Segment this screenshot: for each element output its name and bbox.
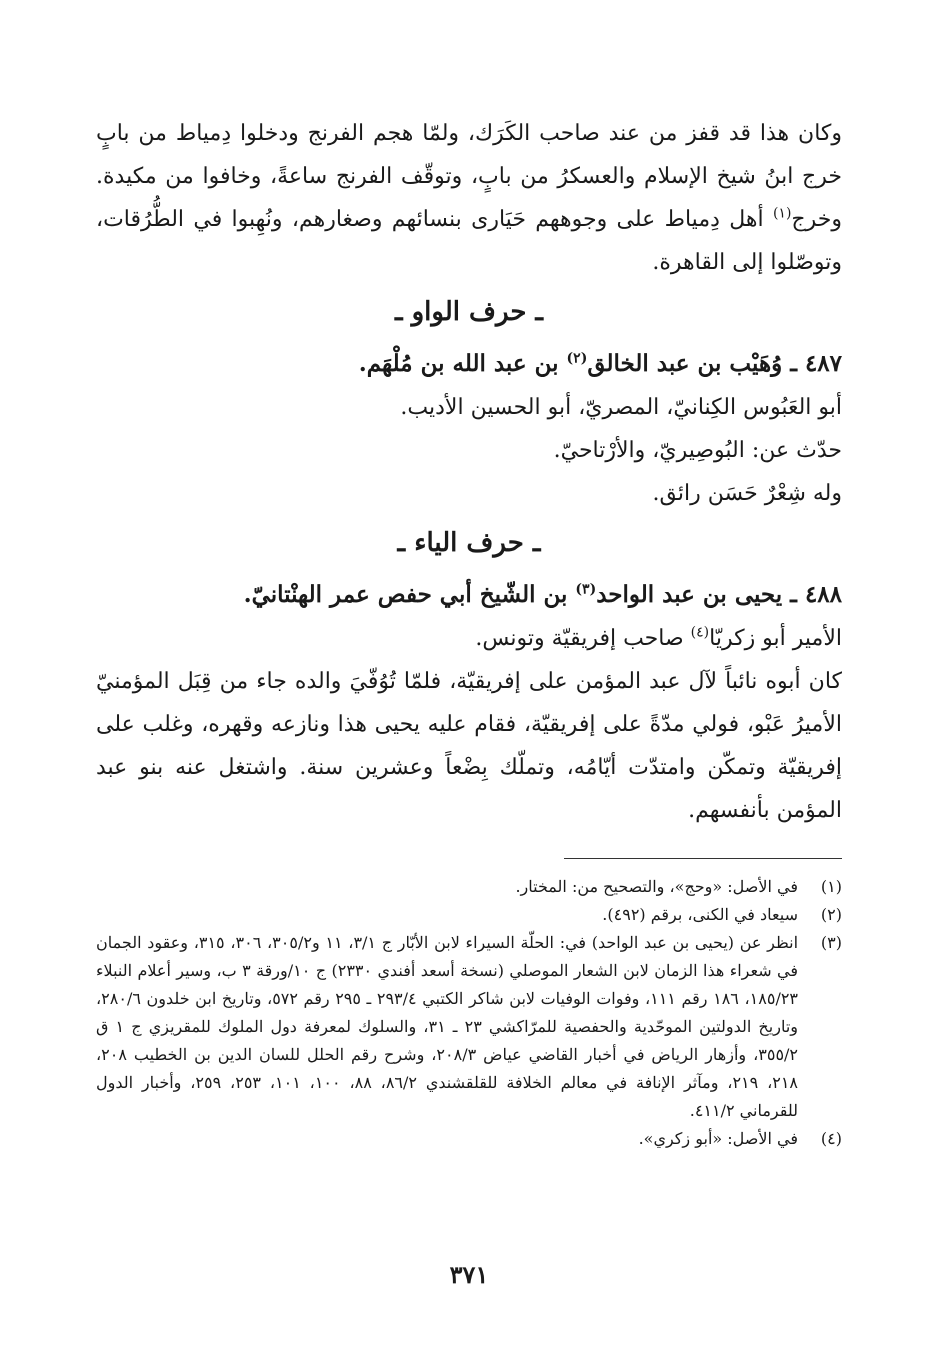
entry-487-heading	[96, 342, 842, 386]
footnote-text: في الأصل: «وحج»، والتصحيح من: المختار.	[515, 877, 798, 896]
entry-488-name-part2: بن الشّيخ أبي حفص عمر الهنْتانيّ.	[243, 581, 576, 608]
entry-487-line-2: حدّث عن: البُوصِيريّ، والأرْتاحيّ.	[553, 438, 842, 463]
intro-text-part1: وكان هذا قد قفز من عند صاحب الكَرَك، ولمّا هجم الفرنج ودخلوا دِمياط من بابٍ خرج ابنُ شيخ الإسلام والعسكرُ من بابٍ، وتوقّف الفرنج ساعةً، وخافوا من مكيدة. وخرج	[96, 121, 842, 232]
page-body	[96, 112, 842, 1153]
footnote-3	[96, 929, 842, 1125]
footnote-text: في الأصل: «أبو زكري».	[638, 1129, 798, 1148]
footnote-ref-4[interactable]: (٤)	[690, 624, 710, 641]
entry-488-name-part1: ٤٨٨ ـ يحيى بن عبد الواحد	[596, 581, 842, 608]
entry-488-line-1-part1: الأمير أبو زكريّا	[709, 626, 842, 651]
entry-487-name-part1: ٤٨٧ ـ وُهَيْب بن عبد الخالق	[587, 350, 842, 377]
entry-488-heading	[96, 573, 842, 617]
entry-488-line-1	[96, 617, 842, 660]
footnote-number: (٣)	[820, 933, 842, 952]
entry-488-line-1-part2: صاحب إفريقيّة وتونس.	[475, 626, 691, 651]
footnote-ref-1[interactable]: (١)	[772, 205, 792, 222]
entry-487-name-part2: بن عبد الله بن مُلْهَم.	[358, 350, 567, 377]
page-number: ٣٧١	[449, 1260, 489, 1289]
entry-487-line-1: أبو العَبُوس الكِنانيّ، المصريّ، أبو الحسين الأديب.	[400, 395, 842, 420]
footnotes	[96, 873, 842, 1153]
footnote-text: سيعاد في الكنى، برقم (٤٩٢).	[602, 905, 798, 924]
footnote-number: (٢)	[820, 905, 842, 924]
footnote-number: (١)	[820, 877, 842, 896]
footnote-ref-3[interactable]: (٣)	[575, 581, 597, 598]
section-heading-waw: ـ حرف الواو ـ	[394, 297, 544, 327]
section-heading-ya: ـ حرف الياء ـ	[397, 528, 541, 558]
footnote-text: انظر عن (يحيى بن عبد الواحد) في: الحلّة السيراء لابن الأبّار ج ٣/١، ١١ و٣٠٥/٢، ٣٠٦، ٣١٥، وعقود الجمان في شعراء هذا الزمان لابن الشعار الموصلي (نسخة أسعد أفندي ٢٣٣٠) ج ١٠/ورقة ٣ ب، وسير أعلام النبلاء ١٨٥/٢٣، ١٨٦ رقم ١١١، وفوات الوفيات لابن شاكر الكتبي ٢٩٣/٤ ـ ٢٩٥ رقم ٥٧٢، وتاريخ ابن خلدون ٢٨٠/٦، وتاريخ الدولتين الموحّدية والحفصية للمرّاكشي ٢٣ ـ ٣١، والسلوك لمعرفة دول الملوك للمقريزي ج ١ ق ٣٥٥/٢، وأزهار الرياض في أخبار القاضي عياض ٢٠٨/٣، وشرح رقم الحلل للسان الدين بن الخطيب ٢٠٨، ٢١٨، ٢١٩، ومآثر الإنافة في معالم الخلافة للقلقشندي ٨٦/٢، ٨٨، ١٠٠، ١٠١، ٢٥٣، ٢٥٩، وأخبار الدول للقرماني ٤١١/٢.	[96, 933, 799, 1120]
footnote-2	[96, 901, 842, 929]
intro-text-part2: أهل دِمياط على وجوههم حَيَارى بنسائهم وصغارهم، ونُهِبوا في الطُّرُقات، وتوصّلوا إلى القاهرة.	[96, 207, 842, 275]
entry-488-paragraph: كان أبوه نائباً لآل عبد المؤمن على إفريقيّة، فلمّا تُوُفّيَ والده جاء من قِبَل المؤمنيّ الأميرُ عَبْو، فولي مدّةً على إفريقيّة، فقام عليه يحيى هذا ونازعه وقهره، وغلب على إفريقيّة وتمكّن وامتدّت أيّامُه، وتملّك بِضْعاً وعشرين سنة. واشتغل عنه بنو عبد المؤمن بأنفسهم.	[96, 669, 842, 823]
footnote-4	[96, 1125, 842, 1153]
intro-paragraph	[96, 112, 842, 284]
footnote-ref-2[interactable]: (٢)	[566, 350, 588, 367]
footnote-divider	[564, 858, 842, 859]
footnote-number: (٤)	[820, 1129, 842, 1148]
entry-487-line-3: وله شِعْرٌ حَسَن رائق.	[652, 481, 842, 506]
footnote-1	[96, 873, 842, 901]
